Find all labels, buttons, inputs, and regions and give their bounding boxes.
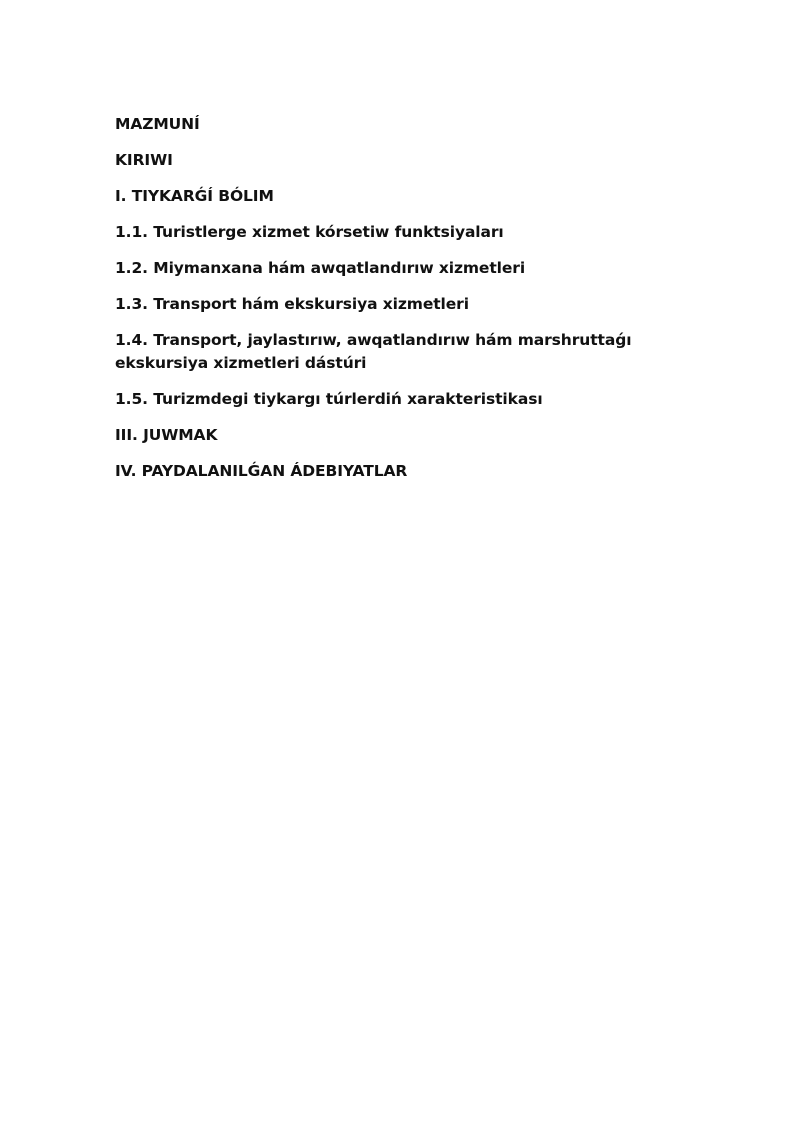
toc-item-1-2: 1.2. Miymanxana hám awqatlandırıw xizmetleri <box>115 259 526 277</box>
toc-title: MAZMUNÍ <box>115 115 200 133</box>
toc-item-1-3: 1.3. Transport hám ekskursiya xizmetleri <box>115 295 469 313</box>
toc-item-1-4: 1.4. Transport, jaylastırıw, awqatlandırıw hám marshruttaǵı ekskursiya xizmetleri dástúri <box>115 331 632 372</box>
toc-item-1-1: 1.1. Turistlerge xizmet kórsetiw funktsiyaları <box>115 223 504 241</box>
toc-item-conclusion: III. JUWMAK <box>115 426 218 444</box>
table-of-contents <box>115 113 705 496</box>
toc-item-references: IV. PAYDALANILǴAN ÁDEBIYATLAR <box>115 462 408 480</box>
toc-item-introduction: KIRIWI <box>115 151 173 169</box>
toc-item-main-part: I. TIYKARǴÍ BÓLIM <box>115 187 274 205</box>
toc-item-1-5: 1.5. Turizmdegi tiykargı túrlerdiń xarakteristikası <box>115 390 543 408</box>
